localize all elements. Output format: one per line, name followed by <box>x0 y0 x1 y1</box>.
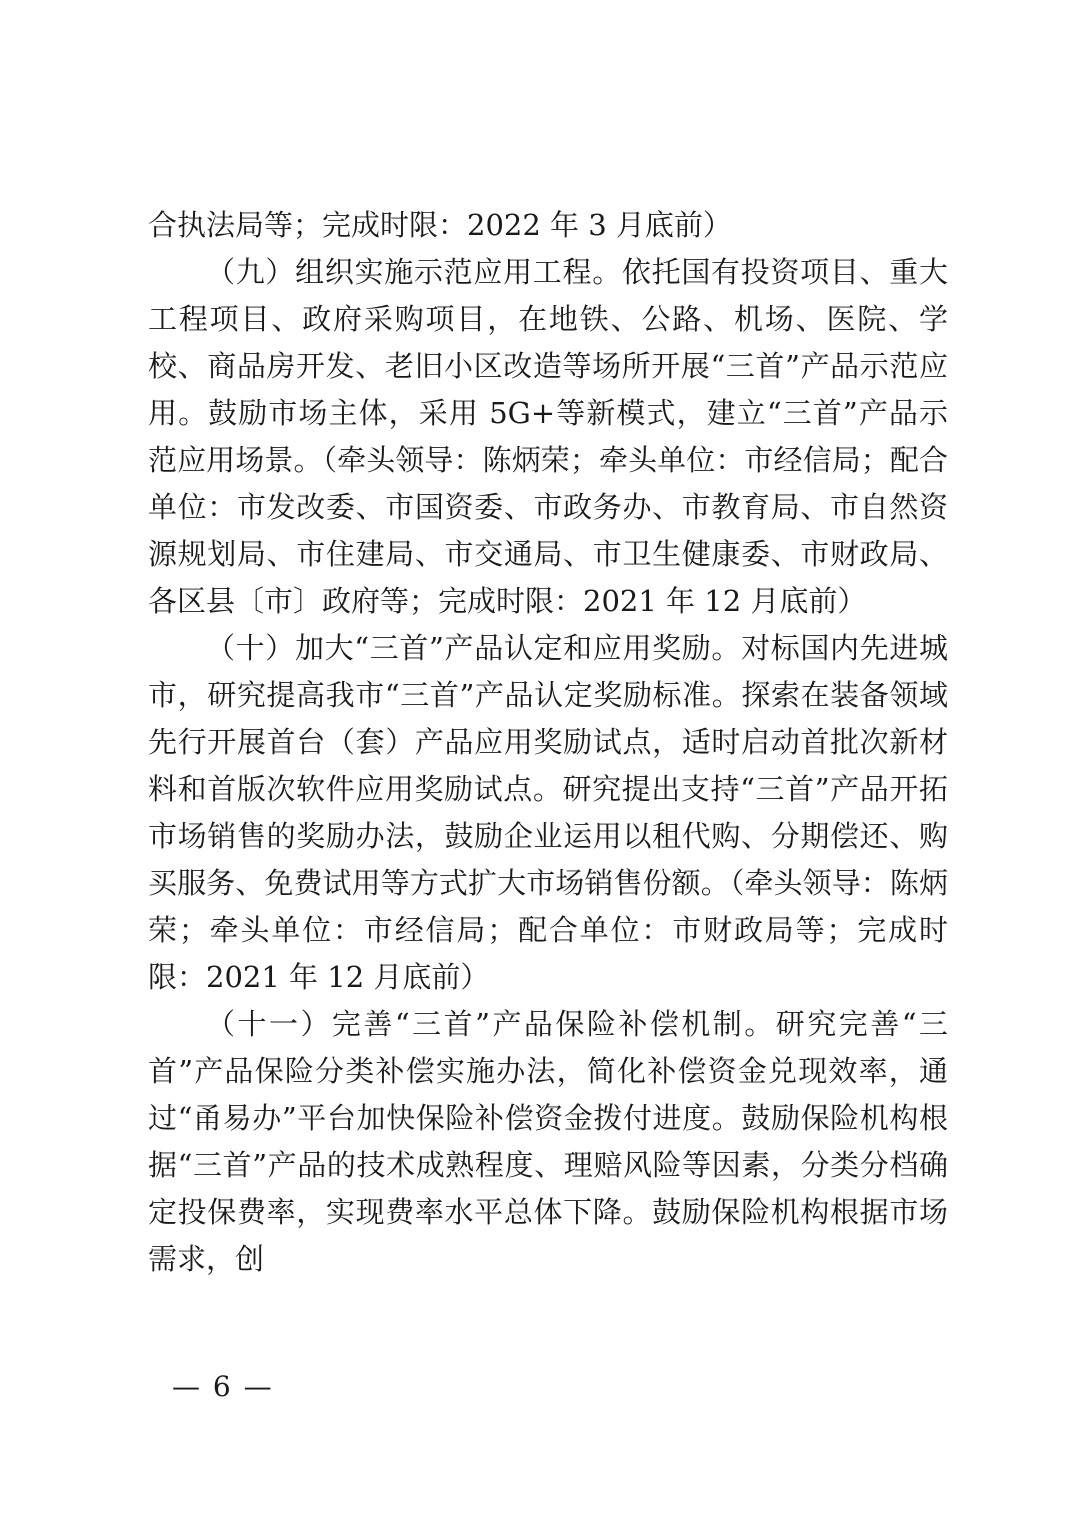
page-number: — 6 — <box>172 1370 274 1403</box>
paragraph-item-9: （九）组织实施示范应用工程。依托国有投资项目、重大工程项目、政府采购项目，在地铁、公路、机场、医院、学校、商品房开发、老旧小区改造等场所开展“三首”产品示范应用。鼓励市场主体，采用 5G+等新模式，建立“三首”产品示范应用场景。（牵头领导：陈炳荣；牵头单位：市经信局；配合单位：市发改委、市国资委、市政务办、市教育局、市自然资源规划局、市住建局、市交通局、市卫生健康委、市财政局、各区县〔市〕政府等；完成时限：2021 年 12 月底前） <box>148 255 948 618</box>
paragraph-continuation: 合执法局等；完成时限：2022 年 3 月底前） <box>148 208 732 242</box>
paragraph-item-11: （十一）完善“三首”产品保险补偿机制。研究完善“三首”产品保险分类补偿实施办法，简化补偿资金兑现效率，通过“甬易办”平台加快保险补偿资金拨付进度。鼓励保险机构根据“三首”产品的技术成熟程度、理赔风险等因素，分类分档确定投保费率，实现费率水平总体下降。鼓励保险机构根据市场需求，创 <box>148 1007 948 1276</box>
paragraph-item-10: （十）加大“三首”产品认定和应用奖励。对标国内先进城市，研究提高我市“三首”产品认定奖励标准。探索在装备领域先行开展首台（套）产品应用奖励试点，适时启动首批次新材料和首版次软件应用奖励试点。研究提出支持“三首”产品开拓市场销售的奖励办法，鼓励企业运用以租代购、分期偿还、购买服务、免费试用等方式扩大市场销售份额。（牵头领导：陈炳荣；牵头单位：市经信局；配合单位：市财政局等；完成时限：2021 年 12 月底前） <box>148 631 948 994</box>
document-body <box>148 202 948 1283</box>
